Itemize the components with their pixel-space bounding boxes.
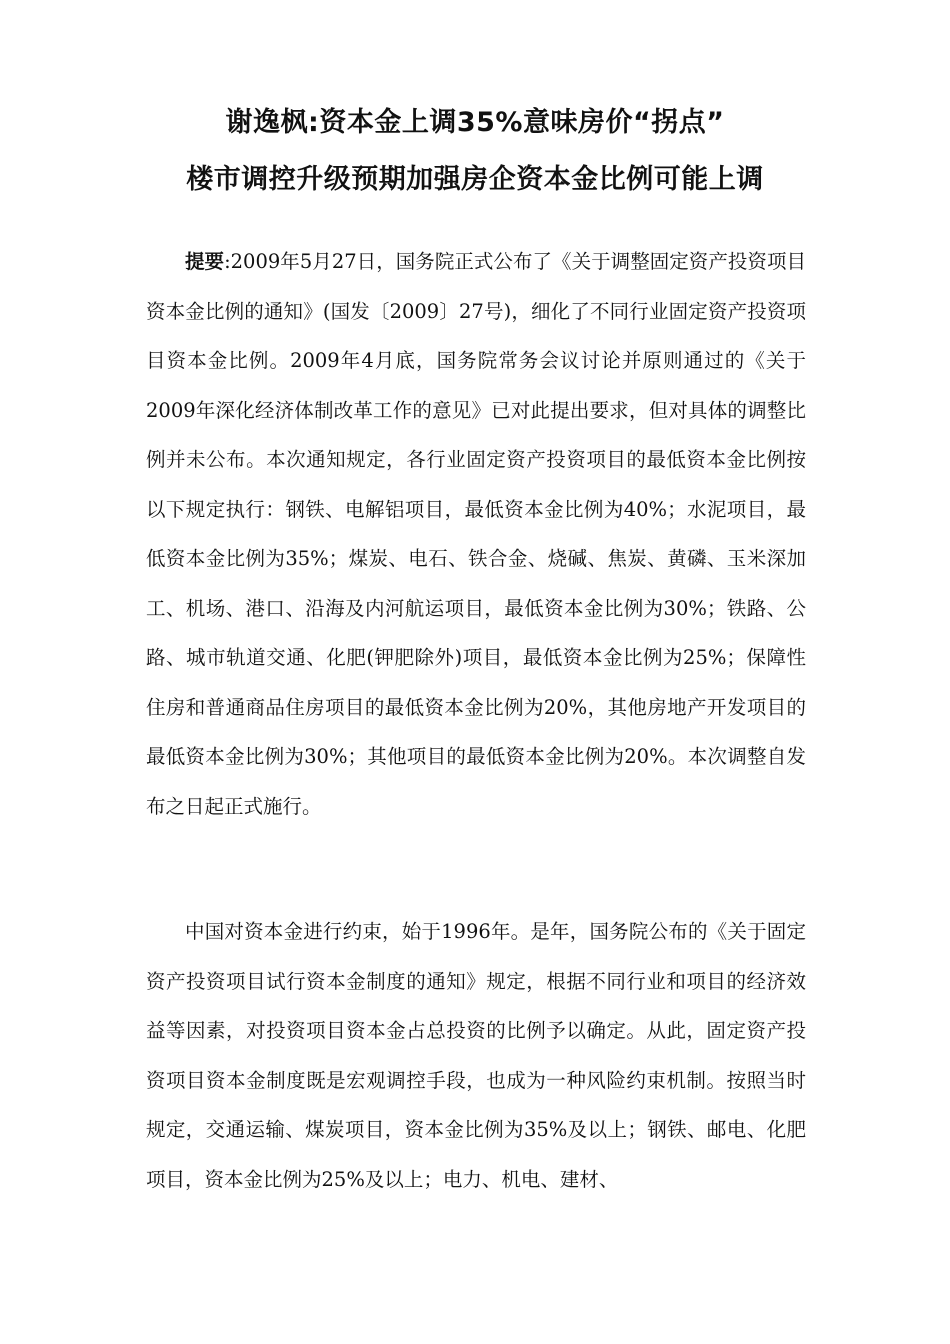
paragraph-2-text: 中国对资本金进行约束，始于1996年。是年，国务院公布的《关于固定资产投资项目试行资本金制度的通知》规定，根据不同行业和项目的经济效益等因素，对投资项目资本金占总投资的比例予以确定。从此，固定资产投资项目资本金制度既是宏观调控手段，也成为一种风险约束机制。按照当时规定，交通运输、煤炭项目，资本金比例为35%及以上；钢铁、邮电、化肥项目，资本金比例为25%及以上；电力、机电、建材、 — [146, 920, 806, 1191]
abstract-paragraph — [146, 237, 806, 831]
title-block — [0, 108, 950, 195]
body-paragraph-2 — [146, 907, 806, 1204]
abstract-text: :2009年5月27日，国务院正式公布了《关于调整固定资产投资项目资本金比例的通知》(国发〔2009〕27号)，细化了不同行业固定资产投资项目资本金比例。2009年4月底，国务院常务会议讨论并原则通过的《关于2009年深化经济体制改革工作的意见》已对此提出要求，但对具体的调整比例并未公布。本次通知规定，各行业固定资产投资项目的最低资本金比例按以下规定执行：钢铁、电解铝项目，最低资本金比例为40%；水泥项目，最低资本金比例为35%；煤炭、电石、铁合金、烧碱、焦炭、黄磷、玉米深加工、机场、港口、沿海及内河航运项目，最低资本金比例为30%；铁路、公路、城市轨道交通、化肥(钾肥除外)项目，最低资本金比例为25%；保障性住房和普通商品住房项目的最低资本金比例为20%，其他房地产开发项目的最低资本金比例为30%；其他项目的最低资本金比例为20%。本次调整自发布之日起正式施行。 — [146, 250, 806, 818]
title-line-2: 楼市调控升级预期加强房企资本金比例可能上调 — [186, 164, 764, 195]
title-line-1: 谢逸枫:资本金上调35%意味房价“拐点” — [225, 107, 725, 138]
abstract-label: 提要 — [185, 250, 225, 273]
